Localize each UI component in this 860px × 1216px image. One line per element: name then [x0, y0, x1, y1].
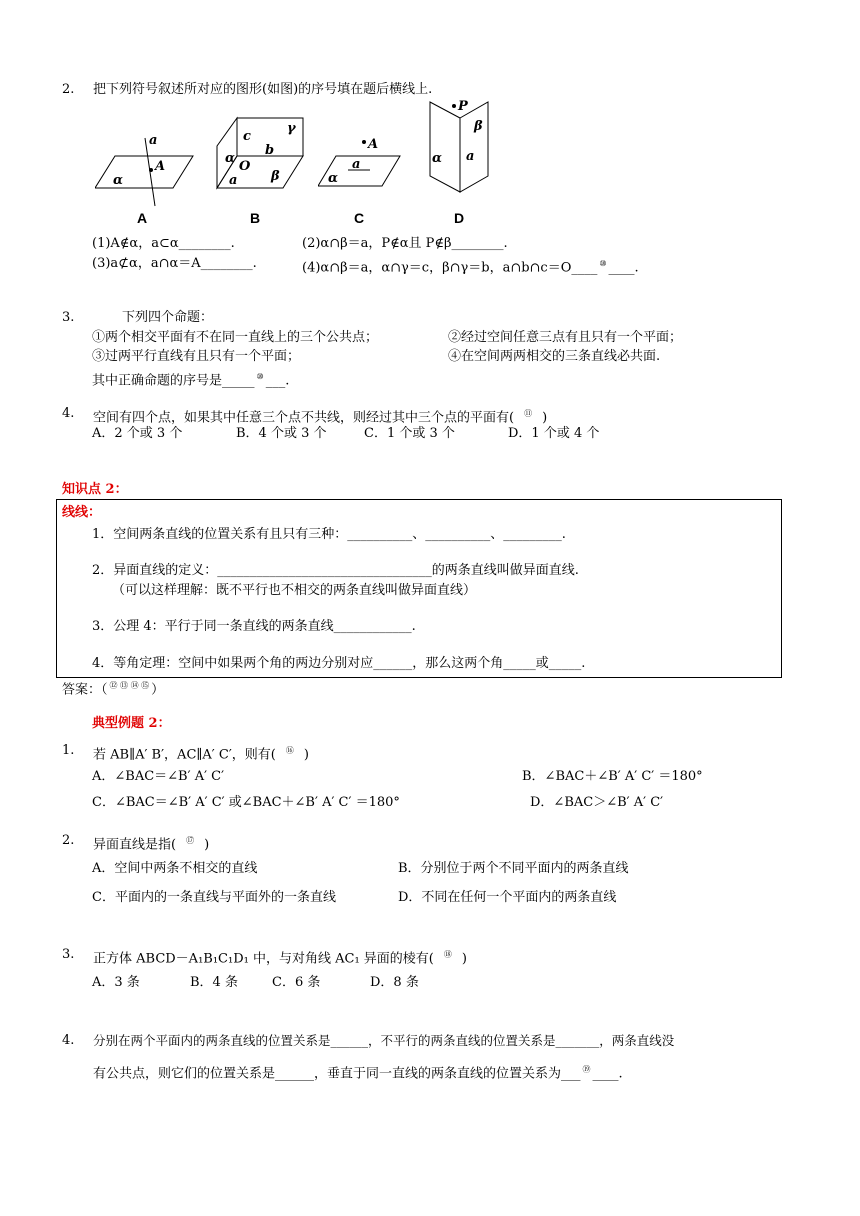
svg-text:a: a — [352, 157, 361, 172]
svg-text:a: a — [149, 133, 158, 148]
kp2-title: 知识点 2： — [62, 482, 128, 497]
kp2-item-2-note: （可以这样理解：既不平行也不相交的两条直线叫做异面直线） — [112, 583, 477, 598]
kp2-answer-label: 答案：（ — [62, 682, 108, 698]
ex2-title: 典型例题 2： — [92, 716, 171, 731]
ex2-q2-option-c: C．平面内的一条直线与平面外的一条直线 — [92, 890, 336, 905]
ex2-q1-number: 1. — [62, 743, 75, 758]
ex2-q2-stem — [93, 833, 209, 853]
answer-mark: ⑲ — [582, 1065, 591, 1074]
ex2-q2-option-d: D．不同在任何一个平面内的两条直线 — [398, 890, 617, 905]
ex2-q1-option-d: D．∠BAC＞∠B′ A′ C′ — [530, 795, 664, 810]
svg-text:a: a — [229, 173, 238, 188]
q3-item-3: ③过两平行直线有且只有一个平面； — [92, 349, 301, 364]
q3-item-1: ①两个相交平面有不在同一直线上的三个公共点； — [92, 330, 379, 345]
svg-text:b: b — [265, 143, 275, 158]
kp2-item-2: 2．异面直线的定义：_________________________________的两条直线叫做异面直线. — [92, 563, 579, 578]
q2-item-4-end: ____. — [608, 260, 639, 276]
svg-text:α: α — [432, 151, 443, 166]
ex2-q3-option-a: A．3 条 — [92, 975, 140, 990]
figure-c — [318, 130, 418, 210]
answer-mark: ⑱ — [443, 950, 452, 959]
q3-tail-end: ___. — [265, 373, 290, 389]
q3-number: 3. — [62, 310, 75, 325]
q3-tail — [92, 369, 289, 389]
ex2-q2-option-a: A．空间中两条不相交的直线 — [92, 861, 258, 876]
q2-item-3: (3)a⊄α，a∩α＝A________. — [92, 256, 257, 271]
svg-text:c: c — [243, 129, 251, 144]
ex2-q2-stem-text: 异面直线是指( — [93, 837, 177, 853]
svg-text:β: β — [474, 119, 483, 134]
figure-b-label: B — [250, 210, 261, 226]
answer-mark: ⑩ — [599, 259, 607, 268]
q2-number: 2. — [62, 82, 75, 97]
ex2-q1-stem-end: ) — [303, 747, 309, 763]
q4-option-c: C．1 个或 3 个 — [364, 426, 455, 441]
q2-item-4 — [302, 256, 639, 276]
answer-mark: ⑪ — [524, 409, 533, 418]
ex2-q4-line-2 — [93, 1062, 623, 1082]
ex2-q2-stem-end: ) — [204, 837, 210, 853]
svg-text:A: A — [155, 159, 166, 174]
figure-a — [95, 132, 205, 212]
ex2-q4-number: 4. — [62, 1033, 75, 1048]
kp2-answer — [62, 678, 164, 698]
ex2-q3-stem-text: 正方体 ABCD－A₁B₁C₁D₁ 中，与对角线 AC₁ 异面的棱有( — [93, 951, 434, 967]
kp2-item-4: 4．等角定理：空间中如果两个角的两边分别对应______，那么这两个角_____或_____. — [92, 656, 586, 671]
ex2-q1-option-a: A．∠BAC＝∠B′ A′ C′ — [92, 769, 225, 784]
ex2-q4-line-2-text: 有公共点，则它们的位置关系是______，垂直于同一直线的两条直线的位置关系为___ — [93, 1066, 581, 1082]
q4-number: 4. — [62, 406, 75, 421]
q2-item-2: (2)α∩β＝a，P∉α且 P∉β________. — [302, 236, 508, 251]
q4-stem-end: ) — [542, 410, 548, 426]
q4-option-a: A．2 个或 3 个 — [92, 426, 183, 441]
ex2-q3-stem — [93, 947, 467, 967]
ex2-q2-option-b: B．分别位于两个不同平面内的两条直线 — [398, 861, 629, 876]
kp2-box-title: 线线： — [62, 505, 102, 520]
q2-item-1: (1)A∉α，a⊂α________. — [92, 236, 235, 251]
svg-text:α: α — [328, 171, 339, 186]
ex2-q1-stem-text: 若 AB∥A′ B′，AC∥A′ C′，则有( — [93, 747, 276, 763]
q4-stem — [93, 406, 547, 426]
svg-text:a: a — [466, 149, 475, 164]
ex2-q3-option-d: D．8 条 — [370, 975, 419, 990]
q3-item-4: ④在空间两两相交的三条直线必共面. — [448, 349, 661, 364]
figure-d-label: D — [454, 210, 465, 226]
svg-text:O: O — [239, 159, 251, 174]
kp2-item-3: 3．公理 4：平行于同一条直线的两条直线____________. — [92, 619, 416, 634]
ex2-q1-option-b: B．∠BAC＋∠B′ A′ C′ ＝180° — [522, 769, 703, 784]
ex2-q3-option-b: B．4 条 — [190, 975, 238, 990]
q4-option-b: B．4 个或 3 个 — [236, 426, 327, 441]
answer-mark: ⑯ — [285, 746, 294, 755]
q2-stem: 把下列符号叙述所对应的图形(如图)的序号填在题后横线上. — [93, 82, 433, 97]
svg-text:P: P — [458, 99, 468, 114]
ex2-q1-stem — [93, 743, 309, 763]
svg-text:β: β — [271, 169, 280, 184]
answer-mark: ⑩ — [256, 372, 264, 381]
ex2-q4-line-2-end: ____. — [592, 1066, 623, 1082]
ex2-q1-option-c: C．∠BAC＝∠B′ A′ C′ 或∠BAC＋∠B′ A′ C′ ＝180° — [92, 795, 400, 810]
figure-b — [215, 112, 315, 192]
q4-option-d: D．1 个或 4 个 — [508, 426, 600, 441]
answer-marks: ⑫ ⑬ ⑭ ⑮ — [109, 681, 150, 690]
q4-stem-text: 空间有四个点，如果其中任意三个点不共线，则经过其中三个点的平面有( — [93, 410, 515, 426]
q3-item-2: ②经过空间任意三点有且只有一个平面； — [448, 330, 683, 345]
q2-item-4-text: (4)α∩β＝a，α∩γ＝c，β∩γ＝b，a∩b∩c＝O____ — [302, 260, 598, 276]
ex2-q3-number: 3. — [62, 947, 75, 962]
figure-c-label: C — [354, 210, 365, 226]
figure-d — [424, 98, 504, 206]
svg-text:α: α — [225, 151, 236, 166]
svg-text:α: α — [113, 173, 124, 188]
ex2-q2-number: 2. — [62, 833, 75, 848]
q3-stem: 下列四个命题： — [122, 310, 214, 325]
ex2-q3-option-c: C．6 条 — [272, 975, 321, 990]
svg-text:A: A — [368, 137, 379, 152]
kp2-answer-end: ） — [151, 682, 165, 698]
answer-mark: ⑰ — [186, 836, 195, 845]
q3-tail-text: 其中正确命题的序号是_____ — [92, 373, 255, 389]
ex2-q4-line-1: 分别在两个平面内的两条直线的位置关系是______，不平行的两条直线的位置关系是_______，两条直线没 — [93, 1033, 675, 1048]
figure-a-label: A — [137, 210, 148, 226]
ex2-q3-stem-end: ) — [461, 951, 467, 967]
svg-text:γ: γ — [287, 121, 296, 136]
kp2-item-1: 1．空间两条直线的位置关系有且只有三种：__________、__________、_________. — [92, 527, 566, 542]
